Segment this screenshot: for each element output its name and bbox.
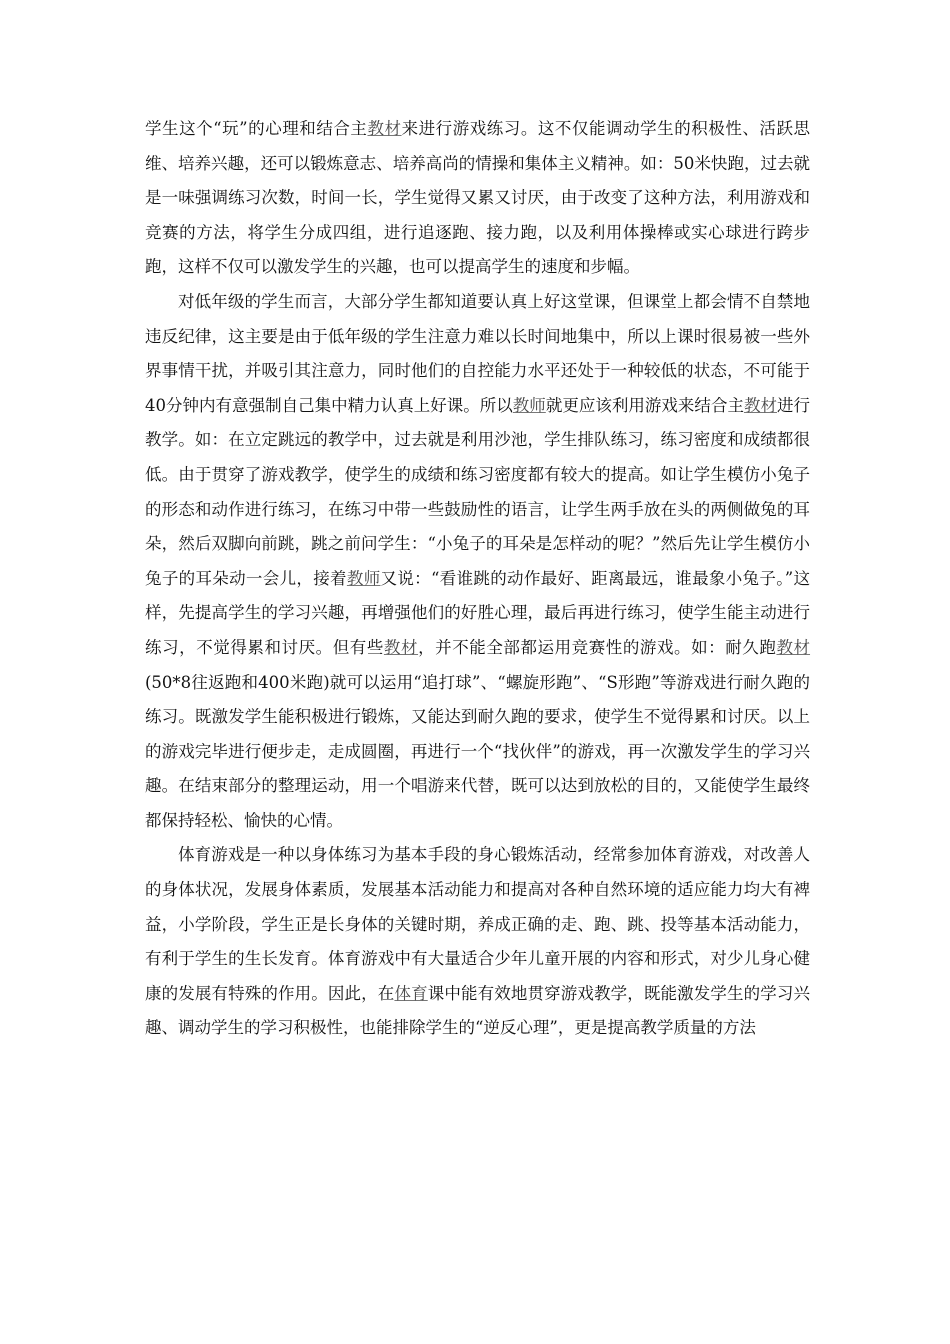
paragraph — [145, 112, 810, 285]
keyword-link[interactable]: 教师 — [346, 568, 381, 588]
paragraph — [145, 838, 810, 1046]
paragraph-text: (50*8往返跑和400米跑)就可以运用“追打球”、“螺旋形跑”、“S形跑”等游戏进行耐久跑的练习。既激发学生能积极进行锻炼，又能达到耐久跑的要求，使学生不觉得累和讨厌。以上的游戏完毕进行便步走，走成圆圈，再进行一个“找伙伴”的游戏，再一次激发学生的学习兴趣。在结束部分的整理运动，用一个唱游来代替，既可以达到放松的目的，又能使学生最终都保持轻松、愉快的心情。 — [145, 672, 810, 830]
paragraph-text: 就更应该利用游戏来结合主 — [545, 395, 744, 415]
paragraph-text: 课中能有效地贯穿游戏教学，既能激发学生的学习兴趣、调动学生的学习积极性，也能排除学生的“逆反心理”，更是提高教学质量的方法 — [145, 983, 811, 1038]
keyword-link[interactable]: 教材 — [383, 637, 419, 657]
paragraph-text: 学生这个“玩”的心理和结合主 — [145, 119, 368, 138]
keyword-link[interactable]: 教师 — [512, 395, 546, 415]
paragraph-text: 进行教学。如：在立定跳远的教学中，过去就是利用沙池，学生排队练习，练习密度和成绩都很低。由于贯穿了游戏教学，使学生的成绩和练习密度都有较大的提高。如让学生模仿小兔子的形态和动作进行练习，在练习中带一些鼓励性的语言，让学生两手放在头的两侧做兔的耳朵，然后双脚向前跳，跳之前问学生：“小兔子的耳朵是怎样动的呢？”然后先让学生模仿小兔子的耳朵动一会儿，接着 — [145, 395, 811, 588]
keyword-link[interactable]: 教材 — [743, 395, 777, 415]
paragraph-text: 体育游戏是一种以身体练习为基本手段的身心锻炼活动，经常参加体育游戏，对改善人的身体状况，发展身体素质，发展基本活动能力和提高对各种自然环境的适应能力均大有裨益，小学阶段，学生正是长身体的关键时期，养成正确的走、跑、跳、投等基本活动能力，有利于学生的生长发育。体育游戏中有大量适合少年儿童开展的内容和形式，对少儿身心健康的发展有特殊的作用。因此，在 — [145, 845, 810, 1003]
keyword-link[interactable]: 教材 — [776, 637, 811, 657]
document-page — [145, 112, 810, 1046]
keyword-link[interactable]: 体育 — [394, 983, 428, 1003]
paragraph-text: 对低年级的学生而言，大部分学生都知道要认真上好这堂课，但课堂上都会情不自禁地违反纪律，这主要是由于低年级的学生注意力难以长时间地集中，所以上课时很易被一些外界事情干扰，并吸引其注意力，同时他们的自控能力水平还处于一种较低的状态，不可能于40分钟内有意强制自己集中精力认真上好课。所以 — [145, 291, 810, 415]
paragraph-text: 又说：“看谁跳的动作最好、距离最远，谁最象小兔子。”这样，先提高学生的学习兴趣，再增强他们的好胜心理，最后再进行练习，使学生能主动进行练习，不觉得累和讨厌。但有些 — [145, 568, 811, 657]
paragraph — [145, 285, 810, 839]
paragraph-text: 来进行游戏练习。这不仅能调动学生的积极性、活跃思维、培养兴趣，还可以锻炼意志、培养高尚的情操和集体主义精神。如：50米快跑，过去就是一味强调练习次数，时间一长，学生觉得又累又讨厌，由于改变了这种方法，利用游戏和竞赛的方法，将学生分成四组，进行追逐跑、接力跑，以及利用体操棒或实心球进行跨步跑，这样不仅可以激发学生的兴趣，也可以提高学生的速度和步幅。 — [145, 119, 811, 277]
keyword-link[interactable]: 教材 — [367, 119, 402, 138]
paragraph-text: ，并不能全部都运用竞赛性的游戏。如：耐久跑 — [418, 637, 777, 657]
